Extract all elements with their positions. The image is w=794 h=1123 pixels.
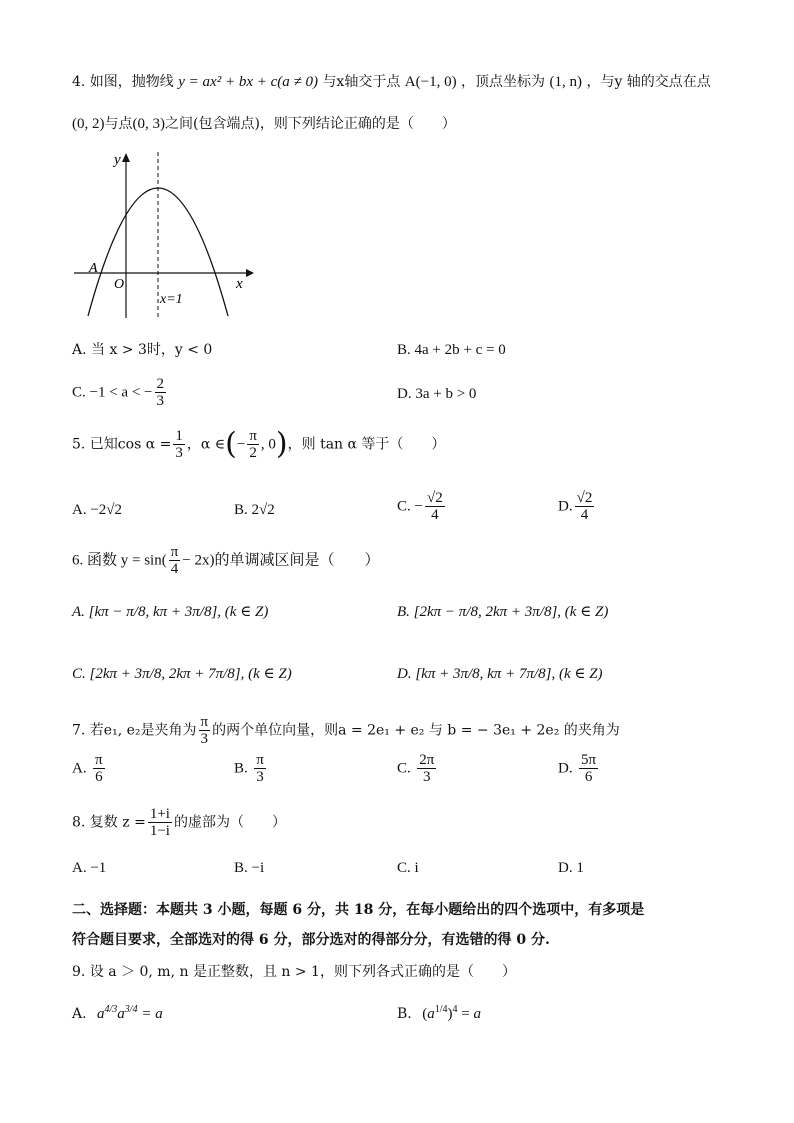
q5-option-b: B. 2√2 [234,502,275,518]
q7-option-a: A. $\frac{\pi}{6}$ [72,752,103,785]
q6-option-b: B. [2kπ − π/8, 2kπ + 3π/8], (k ∈ Z) [397,604,609,620]
q7-stem: 7. 若e₁, e₂是夹角为 $\frac{\pi}{3}$ 的两个单位向量，则a = 2e₁ + e₂ 与 b = − 3e₁ + 2e₂ 的夹角为 [72,714,620,747]
q4-option-c: C. −1 < a < − $\frac{2}{3}$ [72,376,165,409]
q9-option-b: B. $(a^{1/4})^4 = a$ [397,1004,481,1022]
q4-mid: 与x轴交于点 [322,74,401,90]
q4-option-d: D. 3a + b > 0 [397,386,477,402]
q7-option-b: B. $\frac{\pi}{3}$ [234,752,264,785]
q8-option-d: D. 1 [558,860,584,876]
q5-option-c: C. − $\frac{√2}{4}$ [397,490,443,523]
q8-option-b: B. −i [234,860,265,876]
q4-line2 [72,114,456,134]
q4-mid2: ，顶点坐标为 [461,74,546,90]
q8-stem: 8. 复数 z = $\frac{1+i}{1-i}$ 的虚部为（ ） [72,806,286,839]
q6-stem: 6. 函数 y = sin( $\frac{\pi}{4}$ − 2x)的单调减区间是（ ） [72,544,380,577]
q6-option-a: A. [kπ − π/8, kπ + 3π/8], (k ∈ Z) [72,604,269,620]
graph-origin-label: O [114,277,125,292]
q6-option-d: D. [kπ + 3π/8, kπ + 7π/8], (k ∈ Z) [397,666,603,682]
q4-parabola-graph [70,148,260,323]
section2-heading-line1: 二、选择题：本题共 3 小题，每题 6 分，共 18 分，在每小题给出的四个选项中，有多项是 [72,902,645,918]
q4-prefix: 4. 如图，抛物线 [72,74,174,90]
q4-pt03: (0, 3) [132,116,165,132]
q4-line2-end: 之间(包含端点)，则下列结论正确的是（ ） [165,116,456,132]
q4-line1 [72,72,711,92]
graph-y-label: y [114,152,121,168]
q9-stem: 9. 设 a ＞ 0, m, n 是正整数，且 n > 1，则下列各式正确的是（ ） [72,964,516,980]
graph-a-label: A [89,261,98,276]
q4-and: 与点 [104,116,133,132]
q4-option-b: B. 4a + 2b + c = 0 [397,342,506,358]
graph-x-label: x [236,276,243,292]
graph-axis-label: x=1 [160,292,183,307]
q5-option-d: D. $\frac{√2}{4}$ [558,490,593,523]
q4-point-a: A(−1, 0) [404,74,457,90]
q7-option-d: D. $\frac{5\pi}{6}$ [558,752,597,785]
q4-pt02: (0, 2) [72,116,105,132]
q4-option-a: A. 当 x > 3时，y < 0 [72,342,213,358]
q7-option-c: C. $\frac{2\pi}{3}$ [397,752,435,785]
q6-option-c: C. [2kπ + 3π/8, 2kπ + 7π/8], (k ∈ Z) [72,666,292,682]
q8-option-a: A. −1 [72,860,107,876]
q4-equation: y = ax² + bx + c(a ≠ 0) [178,74,318,90]
section2-heading-line2: 符合题目要求，全部选对的得 6 分，部分选对的得部分分，有选错的得 0 分. [72,932,550,948]
q4-end: ，与y 轴的交点在点 [586,74,711,90]
q8-option-c: C. i [397,860,419,876]
q9-option-a: A. $a^{4/3}a^{3/4} = a$ [72,1004,163,1022]
q4-vertex: (1, n) [549,74,582,90]
q5-stem: 5. 已知cos α = $\frac{1}{3}$ ，α ∈(− $\frac{\pi}{2}$ , 0)，则 tan α 等于（ ） [72,426,446,462]
q5-option-a: A. −2√2 [72,502,123,518]
